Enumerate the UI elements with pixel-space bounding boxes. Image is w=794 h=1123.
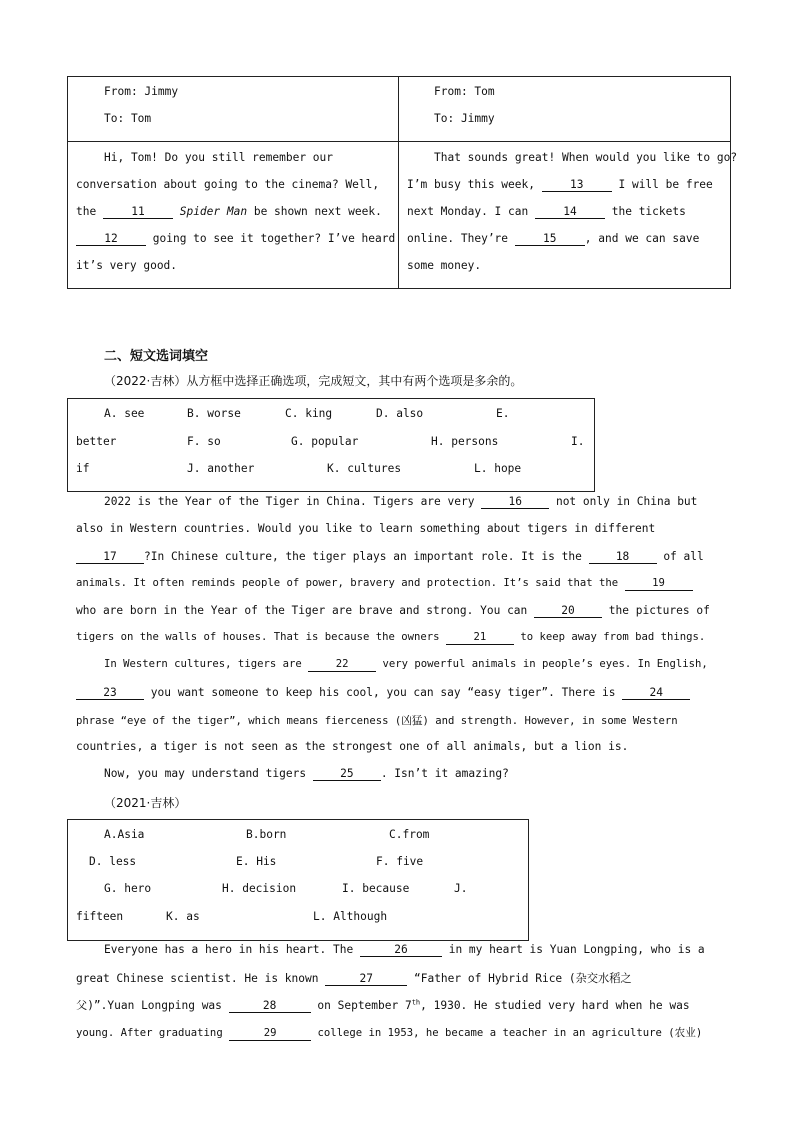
text: great Chinese scientist. He is known	[76, 972, 319, 985]
right-body-line-3	[407, 205, 686, 219]
option: H. persons	[431, 435, 499, 448]
text: next Monday. I can	[407, 205, 529, 218]
option: A. see	[104, 407, 145, 420]
left-letter-body	[68, 142, 399, 289]
text: to keep away from bad things.	[520, 631, 706, 643]
passage1-line-5	[76, 604, 710, 618]
option: K. as	[166, 910, 200, 923]
option: B.born	[246, 828, 287, 841]
passage2-line-3	[76, 997, 690, 1013]
blank-12[interactable]: 12	[76, 232, 146, 246]
blank-23[interactable]: 23	[76, 686, 144, 700]
blank-24[interactable]: 24	[622, 686, 690, 700]
option: J.	[454, 882, 468, 895]
movie-title: Spider Man	[179, 205, 248, 218]
option: L. hope	[474, 462, 522, 475]
blank-28[interactable]: 28	[229, 999, 311, 1013]
option: L. Although	[313, 910, 388, 923]
option: F. so	[187, 435, 221, 448]
passage2-line-1	[104, 943, 705, 957]
text: , and we can save	[584, 232, 700, 245]
letter-table	[67, 76, 738, 289]
passage1-line-8	[76, 686, 690, 700]
right-body-line-5: some money.	[407, 259, 482, 272]
passage1-line-10: countries, a tiger is not seen as the strongest one of all animals, but a lion is.	[76, 740, 629, 753]
text: 父)”.Yuan Longping was	[76, 999, 222, 1012]
text: who are born in the Year of the Tiger are brave and strong. You can	[76, 604, 528, 617]
passage1-line-7	[104, 658, 708, 672]
passage1-instructions: （2022·吉林）从方框中选择正确选项，完成短文，其中有两个选项是多余的。	[104, 374, 523, 388]
text: “Father of Hybrid Rice (杂交水稻之	[413, 972, 632, 985]
option: I. because	[342, 882, 410, 895]
blank-16[interactable]: 16	[481, 495, 549, 509]
blank-19[interactable]: 19	[625, 577, 693, 591]
option: D. also	[376, 407, 424, 420]
text: animals. It often reminds people of power, bravery and protection. It’s said that the	[76, 577, 619, 589]
passage1-line-11	[104, 767, 509, 781]
blank-26[interactable]: 26	[360, 943, 442, 957]
left-body-line-5: it’s very good.	[76, 259, 178, 272]
text: tigers on the walls of houses. That is because the owners	[76, 631, 440, 643]
word-bank-2	[67, 819, 529, 941]
blank-27[interactable]: 27	[325, 972, 407, 986]
text: on September 7	[317, 999, 412, 1012]
left-to: To: Tom	[104, 112, 152, 125]
word-bank-1	[67, 398, 595, 492]
superscript: th	[411, 998, 421, 1007]
blank-17[interactable]: 17	[76, 550, 144, 564]
text: you want someone to keep his cool, you can say “easy tiger”. There is	[150, 686, 616, 699]
option: C. king	[285, 407, 333, 420]
text: , 1930. He studied very hard when he was	[420, 999, 690, 1012]
right-body-line-4	[407, 232, 699, 246]
text: Now, you may understand tigers	[104, 767, 307, 780]
text: the pictures of	[608, 604, 710, 617]
passage2-source: （2021·吉林）	[104, 796, 187, 810]
left-body-line-2: conversation about going to the cinema? Well,	[76, 178, 380, 191]
passage1-line-3	[76, 550, 704, 564]
blank-18[interactable]: 18	[589, 550, 657, 564]
option: I.	[571, 435, 585, 448]
passage1-line-6	[76, 631, 705, 645]
left-body-line-4	[76, 232, 395, 246]
blank-13[interactable]: 13	[542, 178, 612, 192]
passage1-line-1	[104, 495, 697, 509]
right-body-line-1: That sounds great! When would you like to go?	[434, 151, 738, 164]
right-to: To: Jimmy	[434, 112, 495, 125]
text: 2022 is the Year of the Tiger in China. Tigers are very	[104, 495, 475, 508]
right-body-line-2	[407, 178, 713, 192]
passage2-line-2	[76, 970, 632, 986]
blank-25[interactable]: 25	[313, 767, 381, 781]
text: not only in China but	[555, 495, 698, 508]
left-letter-header	[68, 77, 399, 142]
left-body-line-3	[76, 205, 382, 219]
passage1-line-4	[76, 577, 693, 591]
option: better	[76, 435, 117, 448]
text: be shown next week.	[253, 205, 382, 218]
text: I will be free	[618, 178, 713, 191]
text: ?In Chinese culture, the tiger plays an important role. It is the	[144, 550, 582, 563]
option: K. cultures	[327, 462, 402, 475]
text: I’m busy this week,	[407, 178, 535, 191]
text: going to see it together? I’ve heard	[152, 232, 396, 245]
left-body-line-1: Hi, Tom! Do you still remember our	[104, 151, 334, 164]
text: In Western cultures, tigers are	[104, 658, 302, 670]
passage1-line-9: phrase “eye of the tiger”, which means fierceness (凶猛) and strength. However, in some Western	[76, 715, 678, 727]
option: C.from	[389, 828, 430, 841]
option: A.Asia	[104, 828, 145, 841]
text: the tickets	[611, 205, 686, 218]
text: of all	[663, 550, 704, 563]
text: online. They’re	[407, 232, 509, 245]
right-from: From: Tom	[434, 85, 495, 98]
option: H. decision	[222, 882, 297, 895]
passage2-line-4	[76, 1025, 702, 1041]
blank-15[interactable]: 15	[515, 232, 585, 246]
text: very powerful animals in people’s eyes. In English,	[382, 658, 708, 670]
text: Everyone has a hero in his heart. The	[104, 943, 354, 956]
option: F. five	[376, 855, 424, 868]
option: D. less	[89, 855, 137, 868]
left-from: From: Jimmy	[104, 85, 179, 98]
right-letter-body	[399, 142, 738, 289]
blank-22[interactable]: 22	[308, 658, 376, 672]
option: J. another	[187, 462, 255, 475]
blank-11[interactable]: 11	[103, 205, 173, 219]
blank-21[interactable]: 21	[446, 631, 514, 645]
blank-14[interactable]: 14	[535, 205, 605, 219]
option: G. popular	[291, 435, 359, 448]
passage1-line-2: also in Western countries. Would you like to learn something about tigers in different	[76, 522, 656, 535]
option: B. worse	[187, 407, 241, 420]
text: the	[76, 205, 97, 218]
blank-29[interactable]: 29	[229, 1027, 311, 1041]
option: fifteen	[76, 910, 124, 923]
text: young. After graduating	[76, 1027, 223, 1039]
option: E.	[496, 407, 510, 420]
right-letter-header	[399, 77, 731, 142]
text: . Isn’t it amazing?	[380, 767, 509, 780]
section-title: 二、短文选词填空	[104, 349, 209, 364]
text: college in 1953, he became a teacher in an agriculture (农业)	[317, 1027, 703, 1039]
option: E. His	[236, 855, 277, 868]
option: G. hero	[104, 882, 152, 895]
blank-20[interactable]: 20	[534, 604, 602, 618]
text: in my heart is Yuan Longping, who is a	[448, 943, 705, 956]
option: if	[76, 462, 90, 475]
